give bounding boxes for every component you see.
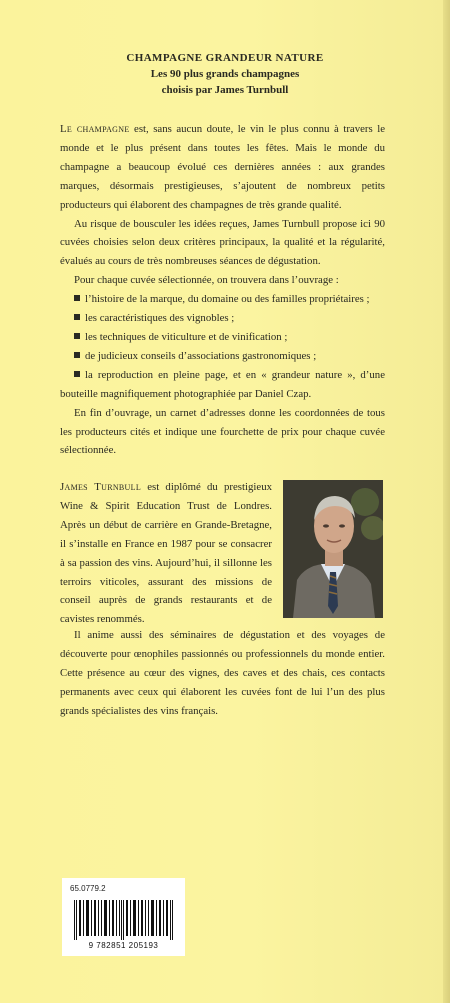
cover-edge (443, 0, 450, 1003)
square-bullet-icon (74, 333, 80, 339)
square-bullet-icon (74, 371, 80, 377)
intro-paragraph-1 (60, 120, 385, 215)
intro-paragraph-1-body: est, sans aucun doute, le vin le plus connu à travers le monde et le plus présent dans toutes les fêtes. Mais le monde du champagne a beaucoup évolué ces dernières années : aux grandes marques, désormais prestigieuses, s’ajoutent de nombreux petits producteurs qui élaborent des champagnes de très grande qualité. (60, 123, 386, 211)
book-header (0, 50, 450, 98)
bullet-item: de judicieux conseils d’associations gastronomiques ; (60, 347, 385, 366)
bullet-item: les caractéristiques des vignobles ; (60, 309, 385, 328)
book-title: CHAMPAGNE GRANDEUR NATURE (126, 52, 324, 64)
intro-paragraph-2: Au risque de bousculer les idées reçues, James Turnbull propose ici 90 cuvées choisies selon deux critères principaux, la qualité et la régularité, évalués au cours de très nombreuses séances de dégustation. (60, 217, 385, 268)
bio-paragraph-2: Il anime aussi des séminaires de dégustation et des voyages de découverte pour œnophiles passionnés ou professionnels du monde entier. Cette présence au cœur des vignes, des caves et des chais, ces contacts permanents avec ceux qui élaborent les cuvées font de lui l’un des plus grands spécialistes des vins français. (60, 629, 385, 717)
book-subtitle-line1: Les 90 plus grands champagnes (150, 68, 300, 80)
bullet-item: la reproduction en pleine page, et en « grandeur nature », d’une bouteille magnifiquement photographiée par Daniel Czap. (60, 368, 385, 400)
intro-paragraph-4: En fin d’ouvrage, un carnet d’adresses donne les coordonnées de tous les producteurs cités et indique une fourchette de prix pour chaque cuvée sélectionnée. (60, 406, 385, 457)
isbn-number: 9 782851 205193 (88, 941, 159, 950)
author-photo (283, 480, 383, 618)
intro-lead: Le champagne (60, 123, 130, 135)
barcode-label (62, 878, 185, 956)
square-bullet-icon (74, 314, 80, 320)
intro-text (60, 120, 385, 460)
author-bio (60, 478, 272, 629)
square-bullet-icon (74, 295, 80, 301)
intro-paragraph-3: Pour chaque cuvée sélectionnée, on trouvera dans l’ouvrage : (74, 274, 339, 287)
square-bullet-icon (74, 352, 80, 358)
bio-paragraph-1 (60, 478, 272, 629)
bullet-item: l’histoire de la marque, du domaine ou des familles propriétaires ; (60, 290, 385, 309)
author-name: James Turnbull (60, 481, 142, 493)
author-bio-continued (60, 626, 385, 721)
book-subtitle-line2: choisis par James Turnbull (161, 84, 289, 96)
barcode-icon (74, 900, 173, 940)
bullet-item: les techniques de viticulture et de vinification ; (60, 328, 385, 347)
bio-paragraph-1-body: est diplômé du prestigieux Wine & Spirit Education Trust de Londres. Après un début de carrière en Grande-Bretagne, il s’installe en France en 1987 pour se consacrer à sa passion des vins. Aujourd’hui, il sillonne les terroirs viticoles, assurant des missions de conseil auprès de grands restaurants et de cavistes renommés. (60, 481, 272, 626)
product-code: 65.0779.2 (70, 884, 106, 893)
